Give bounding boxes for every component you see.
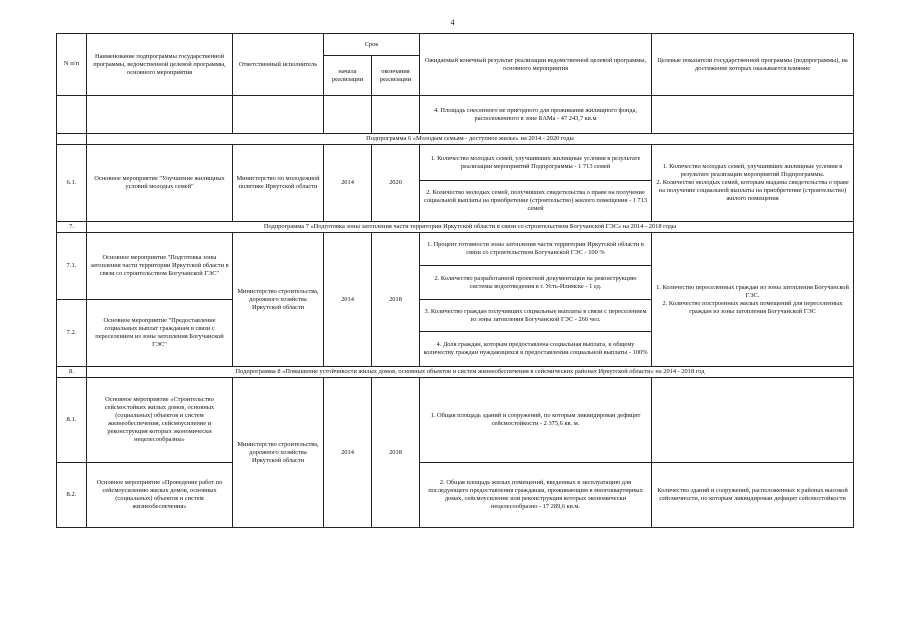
result-cell: 4. Доля граждан, которым предоставлена социальная выплата, к общему количеству граждан нуждающихся в предоставлении социальной выплаты - 100%	[420, 332, 652, 367]
targets-cell: 1. Количество молодых семей, улучшивших жилищные условия в результате реализации мероприятий Подпрограммы. 2. Количество молодых семей, которым выданы свидетельства о праве на получение социальной выплаты на приобретение (строительство) жилого помещения	[652, 145, 854, 222]
result-cell: 1. Процент готовности зоны затопления части территории Иркутской области в связи со строительством Богучанской ГЭС - 100 %	[420, 233, 652, 266]
subprogram-6-title: Подпрограмма 6 «Молодым семьям - доступное жилье» на 2014 - 2020 годы	[87, 134, 854, 145]
subprogram-7-title: Подпрограмма 7 «Подготовка зоны затопления части территории Иркутской области в связи со строительством Богучанской ГЭС» на 2014 - 2018 годы	[87, 222, 854, 233]
responsible-cell: Министерство строительства, дорожного хозяйства Иркутской области	[233, 378, 324, 528]
start-year: 2014	[324, 145, 372, 222]
header-period: Срок	[324, 34, 420, 56]
subprogram-row	[57, 134, 854, 145]
page-number: 4	[450, 18, 455, 27]
header-responsible: Ответственный исполнитель	[233, 34, 324, 96]
end-year: 2020	[372, 145, 420, 222]
header-end: окончания реализации	[372, 56, 420, 96]
program-table	[56, 33, 854, 528]
row-number: 8.2.	[57, 463, 87, 528]
start-year: 2014	[324, 233, 372, 367]
activity-name: Основное мероприятие "Предоставление социальных выплат гражданам в связи с переселением из зоны затопления Богучанской ГЭС"	[87, 300, 233, 367]
result-cell: 2. Количество разработанной проектной документации на реконструкцию системы водоотведения в г. Усть-Илимске - 1 ед.	[420, 266, 652, 300]
row-number: 7.1.	[57, 233, 87, 300]
row-number: 6.1.	[57, 145, 87, 222]
responsible-cell: Министерство по молодежной политике Иркутской области	[233, 145, 324, 222]
subprogram-row	[57, 367, 854, 378]
result-cell: 1. Общая площадь зданий и сооружений, по которым ликвидирован дефицит сейсмостойкости - 2 375,6 кв. м.	[420, 378, 652, 463]
table-row	[57, 145, 854, 181]
start-year: 2014	[324, 378, 372, 528]
header-num: N п/п	[57, 34, 87, 96]
targets-cell: 1. Количество переселенных граждан из зоны затопления Богучанской ГЭС. 2. Количество построенных жилых помещений для переселенных граждан из зоны затопления Богучанской ГЭС	[652, 233, 854, 367]
header-targets: Целевые показатели государственной программы (подпрограммы), на достижение которых оказывается влияние	[652, 34, 854, 96]
result-cell: 2. Количество молодых семей, получивших свидетельства о праве на получение социальной выплаты на приобретение (строительство) жилого помещения - 1 713 семей	[420, 181, 652, 222]
activity-name: Основное мероприятие "Подготовка зоны затопления части территории Иркутской области в связи со строительством Богучанской ГЭС"	[87, 233, 233, 300]
end-year: 2018	[372, 378, 420, 528]
table-row	[57, 463, 854, 528]
subprogram-8-title: Подпрограмма 8 «Повышение устойчивости жилых домов, основных объектов и систем жизнеобеспечения в сейсмических районах Иркутской области» на 2014 - 2018 год	[87, 367, 854, 378]
row-number: 8.1.	[57, 378, 87, 463]
activity-name: Основное мероприятие "Улучшение жилищных условий молодых семей"	[87, 145, 233, 222]
header-result: Ожидаемый конечный результат реализации ведомственной целевой программы, основного мероприятия	[420, 34, 652, 96]
subprogram-row	[57, 222, 854, 233]
row-number: 7.	[57, 222, 87, 233]
result-cell: 1. Количество молодых семей, улучшивших жилищные условия в результате реализации мероприятий Подпрограммы - 1 713 семей	[420, 145, 652, 181]
result-cell: 3. Количество граждан получивших социальные выплаты в связи с переселением из зоны затопления Богучанской ГЭС - 266 чел.	[420, 300, 652, 332]
end-year: 2018	[372, 233, 420, 367]
activity-name: Основное мероприятие «Строительство сейсмостойких жилых домов, основных (социальных) объектов и систем жизнеобеспечения, сейсмоусиление и реконструкция которых экономически нецелесообразны»	[87, 378, 233, 463]
row-number: 7.2.	[57, 300, 87, 367]
table-row	[57, 233, 854, 266]
result-cell: 4. Площадь снесенного не пригодного для проживания жилищного фонда, расположенного в зоне БАМа - 47 243,7 кв.м	[420, 96, 652, 134]
row-number: 8.	[57, 367, 87, 378]
table-row	[57, 96, 854, 134]
targets-cell: Количество зданий и сооружений, расположенных в районах высокой сейсмичности, по которым ликвидирован дефицит сейсмостойкости	[652, 463, 854, 528]
header-name: Наименование подпрограммы государственной программы, ведомственной целевой программы, основного мероприятия	[87, 34, 233, 96]
responsible-cell: Министерство строительства, дорожного хозяйства Иркутской области	[233, 233, 324, 367]
result-cell: 2. Общая площадь жилых помещений, введенных в эксплуатацию для последующего предоставления гражданам, проживающим в многоквартирных домах, сейсмоусиление или реконструкция которых экономически нецелесообразно - 17 289,6 кв.м.	[420, 463, 652, 528]
header-start: начала реализации	[324, 56, 372, 96]
table-row	[57, 378, 854, 463]
activity-name: Основное мероприятие «Проведение работ по сейсмоусилению жилых домов, основных (социальных) объектов и систем жизнеобеспечения»	[87, 463, 233, 528]
